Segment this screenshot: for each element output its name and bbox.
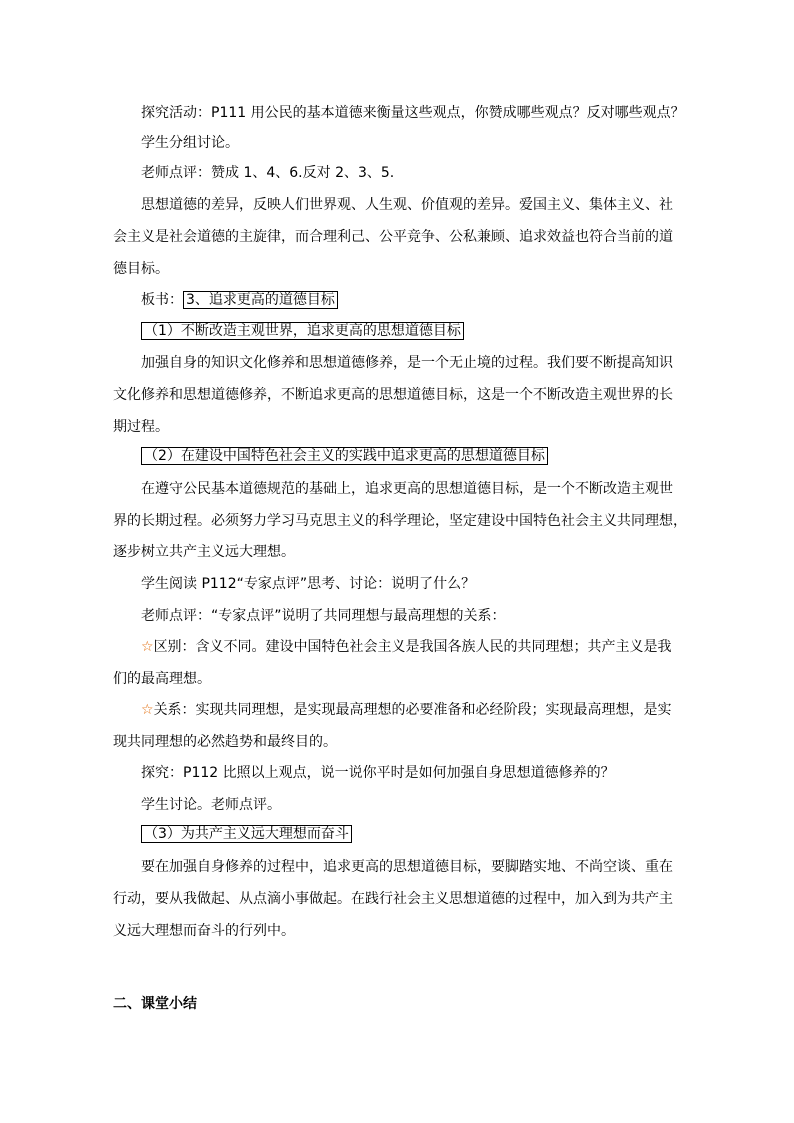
paragraph-moral-difference-line-1: 思想道德的差异，反映人们世界观、人生观、价值观的差异。爱国主义、集体主义、社 [141, 197, 673, 213]
paragraph-practice-line-1: 要在加强自身修养的过程中，追求更高的思想道德目标，要脚踏实地、不尚空谈、重在 [141, 859, 673, 875]
paragraph-student-discussion: 学生讨论。老师点评。 [141, 797, 281, 813]
section-heading-summary: 二、课堂小结 [113, 996, 197, 1012]
paragraph-teacher-comment-2: 老师点评：“专家点评”说明了共同理想与最高理想的关系： [141, 608, 506, 624]
star-icon: ☆ [141, 639, 154, 655]
paragraph-norms-line-3: 逐步树立共产主义远大理想。 [113, 544, 295, 560]
paragraph-cultivation-line-3: 期过程。 [113, 419, 169, 435]
paragraph-teacher-comment-1: 老师点评：赞成 1、4、6.反对 2、3、5. [141, 165, 395, 181]
paragraph-practice-line-3: 义远大理想而奋斗的行列中。 [113, 923, 295, 939]
subheading-3 [141, 824, 352, 844]
paragraph-cultivation-line-2: 文化修养和思想道德修养，不断追求更高的思想道德目标，这是一个不断改造主观世界的长 [113, 387, 673, 403]
paragraph-explore-activity: 探究活动：P111 用公民的基本道德来衡量这些观点，你赞成哪些观点？反对哪些观点？ [141, 105, 685, 121]
paragraph-group-discussion: 学生分组讨论。 [141, 135, 239, 151]
paragraph-difference-line-1: ☆区别：含义不同。建设中国特色社会主义是我国各族人民的共同理想；共产主义是我 [141, 639, 672, 655]
subheading-1 [141, 321, 464, 341]
board-writing-heading: 板书： 3、追求更高的道德目标 [141, 290, 338, 310]
paragraph-moral-difference-line-2: 会主义是社会道德的主旋律，而合理利己、公平竞争、公私兼顾、追求效益也符合当前的道 [113, 229, 673, 245]
star-icon: ☆ [141, 702, 154, 718]
paragraph-relation-line-2: 现共同理想的必然趋势和最终目的。 [113, 734, 337, 750]
paragraph-difference-line-2: 们的最高理想。 [113, 671, 211, 687]
paragraph-practice-line-2: 行动，要从我做起、从点滴小事做起。在践行社会主义思想道德的过程中，加入到为共产主 [113, 891, 673, 907]
paragraph-student-reading: 学生阅读 P112“专家点评”思考、讨论：说明了什么？ [141, 576, 476, 592]
boxed-heading-3: 3、追求更高的道德目标 [183, 291, 338, 309]
paragraph-norms-line-1: 在遵守公民基本道德规范的基础上，追求更高的思想道德目标，是一个不断改造主观世 [141, 481, 673, 497]
paragraph-moral-difference-line-3: 德目标。 [113, 261, 169, 277]
subheading-2 [141, 446, 548, 466]
boxed-subheading-1: （1）不断改造主观世界，追求更高的思想道德目标 [141, 322, 464, 340]
paragraph-norms-line-2: 界的长期过程。必须努力学习马克思主义的科学理论，坚定建设中国特色社会主义共同理想， [113, 513, 687, 529]
boxed-subheading-3: （3）为共产主义远大理想而奋斗 [141, 825, 352, 843]
paragraph-explore-p112: 探究：P112 比照以上观点，说一说你平时是如何加强自身思想道德修养的？ [141, 765, 615, 781]
paragraph-cultivation-line-1: 加强自身的知识文化修养和思想道德修养，是一个无止境的过程。我们要不断提高知识 [141, 355, 673, 371]
paragraph-relation-line-1: ☆关系：实现共同理想，是实现最高理想的必要准备和必经阶段；实现最高理想，是实 [141, 702, 672, 718]
boxed-subheading-2: （2）在建设中国特色社会主义的实践中追求更高的思想道德目标 [141, 447, 548, 465]
